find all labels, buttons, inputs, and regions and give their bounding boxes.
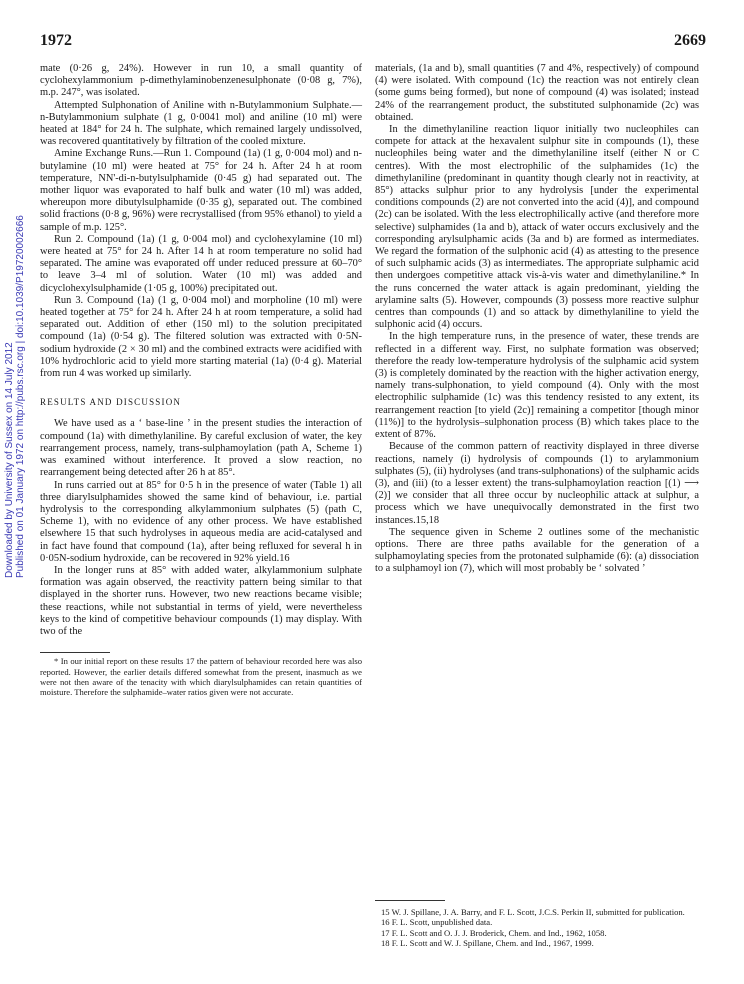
download-sidebar [0, 0, 24, 984]
paragraph: Run 2. Compound (1a) (1 g, 0·004 mol) and cyclohexylamine (10 ml) were heated at 75° for 24 h. After 14 h at room temperature no solid had separated. The amine was evaporated off under reduced pressure at 60–70° to leave 3–4 ml of solution. Water (10 ml) was added and dicyclohexylsulphamide (1·05 g, 100%) precipitated out. [40, 233, 362, 294]
paragraph: In the longer runs at 85° with added water, alkylammonium sulphate formation was again observed, the reactivity pattern being similar to that displayed in the shorter runs. However, two new reactions became visible; these reactions, while not substantial in terms of yield, were nevertheless keys to the kind of competitive behaviour compounds (1) may display. With two of the [40, 564, 362, 637]
page-number: 2669 [674, 32, 706, 49]
paragraph: Amine Exchange Runs.—Run 1. Compound (1a) (1 g, 0·004 mol) and n-butylamine (10 ml) were heated at 75° for 24 h. After 24 h at room temperature, NN'-di-n-butylsulphamide (0·45 g) had separated out. The mother liquor was evaporated to half bulk and water (10 ml) was added, whereupon more dibutylsulphamide (0·35 g), separated out. The combined solid fractions (0·8 g, 96%) were recrystallised (from 95% ethanol) to yield a sample of m.p. 125°. [40, 148, 362, 233]
reference-item: 16 F. L. Scott, unpublished data. [381, 917, 493, 928]
published-notice[interactable]: Published on 01 January 1972 on http://pubs.rsc.org | doi:10.1039/P19720002666 [15, 215, 26, 578]
paragraph: materials, (1a and b), small quantities (7 and 4%, respectively) of compound (4) were isolated. With compound (1c) the reaction was not entirely clean (some gums being formed), but none of compound (4) was isolated; instead 24% of the rearrangement product, the substituted sulphonamide (2c) was obtained. [375, 63, 699, 123]
footnote: * In our initial report on these results 17 the pattern of behaviour recorded here was also reported. However, the earlier details differed somewhat from the present, inasmuch as we were not then aware of the tenacity with which diarylsulphamides can retain quantities of moisture. Therefore the sulphamide–water ratios given were not accurate. [40, 656, 362, 698]
reference-item: 17 F. L. Scott and O. J. J. Broderick, Chem. and Ind., 1962, 1058. [381, 927, 607, 938]
footnote-divider [40, 652, 110, 653]
reference-divider [375, 900, 445, 901]
left-column [40, 63, 362, 698]
reference-item: 18 F. L. Scott and W. J. Spillane, Chem. and Ind., 1967, 1999. [381, 938, 594, 949]
right-column [375, 63, 699, 576]
reference-list [375, 900, 699, 949]
paragraph: The sequence given in Scheme 2 outlines some of the mechanistic options. There are three paths available for the generation of a sulphamoylating species from the protonated sulphamide (6): (a) dissociation to a sulphamoyl ion (7), which will most probably be ‘ solvated ’ [375, 526, 699, 575]
downloaded-notice[interactable]: Downloaded by University of Sussex on 14 July 2012 [4, 342, 15, 578]
paragraph: In runs carried out at 85° for 0·5 h in the presence of water (Table 1) all three diarylsulphamides showed the same kind of behaviour, i.e. partial hydrolysis to the corresponding alkylammonium sulphates (5) (path C, Scheme 1), with no evidence of any other process. We have established elsewhere 15 that such hydrolyses in aqueous media are acid-catalysed and in fact have found that compound (1a), after being refluxed for several h in 0·05N-sodium hydroxide, can be recovered in 92% yield.16 [40, 479, 362, 564]
paragraph: Attempted Sulphonation of Aniline with n-Butylammonium Sulphate.—n-Butylammonium sulphate (1 g, 0·0041 mol) and aniline (10 ml) were heated at 184° for 24 h. The sulphate, which remained largely undissolved, was recovered quantitatively by filtration of the cooled mixture. [40, 99, 362, 148]
section-heading: RESULTS AND DISCUSSION [40, 397, 182, 408]
paragraph: mate (0·26 g, 24%). However in run 10, a small quantity of cyclohexylammonium p-dimethylaminobenzenesulphonate (0·08 g, 7%), m.p. 247°, was isolated. [40, 63, 362, 99]
paragraph: Because of the common pattern of reactivity displayed in three diverse reactions, namely (i) hydrolysis of compounds (1) to arylammonium sulphates (5), (ii) hydrolyses (and trans-sulphonations) of the sulphamic acids (3), and (iii) (to a lesser extent) the trans-sulphamoylation reaction [(1) ⟶ (2)] we consider that all three occur by nucleophilic attack at sulphur, a process which we have unequivocally demonstrated in the first two instances.15,18 [375, 441, 699, 526]
paragraph: In the high temperature runs, in the presence of water, these trends are reflected in a different way. First, no sulphate formation was observed; therefore the ready low-temperature hydrolysis of the sulphamic acid system (3) is completely dominated by the reaction with the higher activation energy, namely trans-sulphonation, to yield compound (4). Only with the most electrophilic sulphamide (1c) was this tendency resisted to any extent, its rearrangement reaction [to yield (2c)] remaining a competitor [though minor (11%)] to the hydrolysis–sulphonation process (B) which takes place to the extent of 87%. [375, 331, 699, 441]
page-year: 1972 [40, 32, 72, 49]
paragraph: We have used as a ‘ base-line ’ in the present studies the interaction of compound (1a) with dimethylaniline. By careful exclusion of water, the key rearrangement process, namely, trans-sulphamoylation (path A, Scheme 1) was examined without interference. It proved a slow reaction, no rearrangement being detected after 26 h at 85°. [40, 418, 362, 479]
paragraph: Run 3. Compound (1a) (1 g, 0·004 mol) and morpholine (10 ml) were heated together at 75° for 24 h. After 24 h at room temperature, a solid had separated out. Addition of ether (150 ml) to the solution precipitated compound (1a) (0·54 g). The filtered solution was extracted with 0·5N-sodium hydroxide (2 × 30 ml) and the combined extracts were acidified with 10% hydrochloric acid to yield more starting material (1a) (0·4 g). Material from run 4 was worked up similarly. [40, 294, 362, 380]
paragraph: In the dimethylaniline reaction liquor initially two nucleophiles can compete for attack at the hexavalent sulphur site in compounds (1), these nucleophiles being water and the dimethylaniline itself (either N or C centres). With the most electrophilic of the sulphamides (1c) the dimethylaniline (predominant in quantity though clearly not in reactivity, at 85°) attacks sulphur prior to any hydrolysis [under the experimental conditions compounds (2) are not converted into the acid (4)], and compound (2c) can be isolated. With the less electrophilically active (and therefore more selective) sulphamides (1a and b), attack of water occurs exclusively and the corresponding arylsulphamic acids (3a and b) are formed as intermediates. We regard the formation of the sulphonic acid (4) as attesting to the presence of such sulphamic acids (3) as intermediates. The appropriate sulphamic acid then undergoes competitive attack vis-à-vis water and dimethylaniline.* In the runs concerned the water attack is again predominant, yielding the arylamine salts (5). However, compounds (3) possess more reactive sulphur centres than compounds (1) and so attack by dimethylaniline to yield the sulphonic acid (4) occurs. [375, 124, 699, 331]
reference-item: 15 W. J. Spillane, J. A. Barry, and F. L. Scott, J.C.S. Perkin II, submitted for publication. [381, 907, 685, 917]
